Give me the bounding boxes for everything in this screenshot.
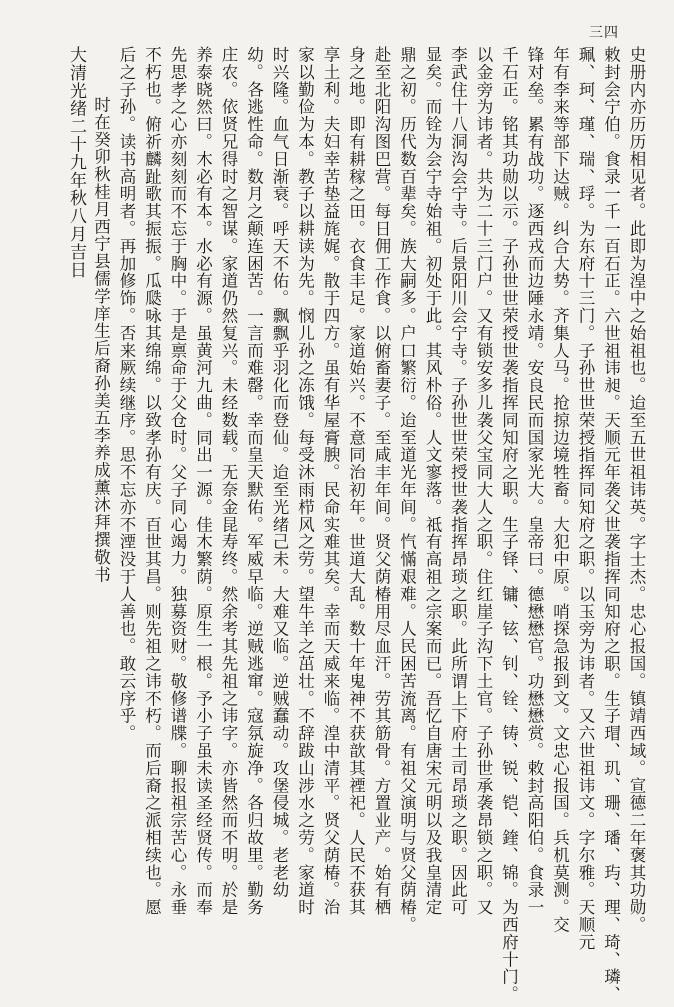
text-column: 以金旁为讳者。共为二十三门户。又有锁安多儿袭父宝同大人之职。住红崖子沟下土官。子孙世承袭昂锁之职。又 [474,46,493,916]
text-column: 赴至北阳沟图巴营。每日佣工作食。以俯畜妻子。至咸丰年间。贤父荫椿用尽血汗。劳其筋骨。方置业产。始有栖 [372,46,391,916]
text-column: 时兴隆。血气日渐衰。呼天不佑。飘飘乎羽化而登仙。迨至光绪己未。大难又临。逆贼蠢动。攻堡侵城。老老幼 [270,46,289,899]
author-signature-column: 时在癸卯秋桂月西宁县儒学庠生后裔孙美五李养成薰沐拜撰敬书 [91,96,111,584]
text-column: 幼。各逃性命。数月之颠连困苦。一言而难罄。幸而皇天默佑。军威早临。逆贼逃窜。寇氛旋净。各归故里。勤务 [244,46,264,916]
date-column: 大清光绪二十九年秋八月吉日 [66,46,86,279]
text-column: 千石正。铭其功勋以示。子孙世世荣授世袭指挥同知府之职。生子铎、镛、铉、钊、铨、铸、锐、铠、鍷、锦。为西府十门。 [499,46,519,1003]
text-column: 身之地。即有耕稼之田。衣食丰足。家道始兴。不意同治初年。世道大乱。数十年鬼神不获歆其禋祀。人民不获其 [346,46,366,916]
vertical-text-body [18,46,648,1003]
text-column: 后之子孙。读书高明者。再加修饰。否来厥续继序。思不忘亦不湮没于人善也。敢云序乎。 [117,46,136,742]
text-column: 家以勤俭为本。教子以耕读为先。悯儿孙之冻饿。每受沐雨栉风之劳。望牛羊之茁壮。不辞跋山涉水之劳。家道时 [295,46,315,916]
text-column: 先思孝之心亦刻刻而不忘于胸中。于是禀命于父仓时。父子同心竭力。独募资财。敬修谱牒。聊报祖宗苦心。永垂 [168,46,187,916]
page-number: 三四 [589,25,619,41]
text-column: 珮、珂、瑾、瑞、琈。为东府十三门。子孙世世荣授指挥同知府之职。以玉旁为讳者。又六世祖讳文。字尔雅。天顺元 [576,46,595,951]
text-column: 显矣。而铨为会宁寺始祖。初处于此。其风朴俗。人文寥落。祗有高祖之宗案而已。吾忆自唐宋元明以及我皇清定 [423,46,442,916]
text-column: 史册内亦历历相见者。此即为湟中之始祖也。迨至五世祖讳英。字士杰。忠心报国。镇靖西域。宣德二年褒其功勋。 [627,46,646,934]
text-column: 庄农。依贤兄得时之智谋。家道仍然复兴。未经数载。无奈金昆寿终。然余考其先祖之讳字。亦皆然而不明。於是 [219,46,238,916]
text-column: 养泰晓然曰。木必有本。水必有源。虽黄河九曲。同出一源。佳木繁荫。原生一根。予小子虽未读圣经贤传。而奉 [193,46,213,916]
text-column: 年有李来等部下达贼。纠合大势。齐集人马。抢掠边境牲畜。大犯中原。哨探急报到文。文忠心报国。兵机莫测。交 [550,46,570,934]
text-column: 李武住十八洞沟会宁寺。后景阳川会宁寺。子孙世世荣授世袭指挥昂琐之职。此所谓上下府土司昂琐之职。因此可 [448,46,468,916]
text-column: 锋对垒。累有战功。逐西戎而边陲永靖。安良民而国家光大。皇帝曰。德懋懋官。功懋懋赏。敕封高阳伯。食录一 [525,46,544,916]
text-column: 不朽也。俯祈麟趾歌其振振。瓜瓞咏其绵绵。以致孝孙有庆。百世其昌。则先祖之讳不朽。而后裔之派相续也。愿 [142,46,162,916]
text-column: 敕封会宁伯。食录一千一百石正。六世祖讳昶。天顺元年袭父世袭指挥同知府之职。生子瑁、玑、珊、璠、玙、理、琦、璘、 [601,46,621,1003]
text-column: 鼎之初。历代数百辈矣。族大嗣多。户口繁衍。迨至道光年间。忾慲艰难。人民困苦流离。有祖父演明与贤父荫椿。 [397,46,417,934]
text-column: 享土利。夫妇幸苦垫益旄娓。散于四方。虽有华屋膏腴。民命实难其矣。幸而天威来临。湟中清平。贤父荫椿。治 [321,46,340,916]
